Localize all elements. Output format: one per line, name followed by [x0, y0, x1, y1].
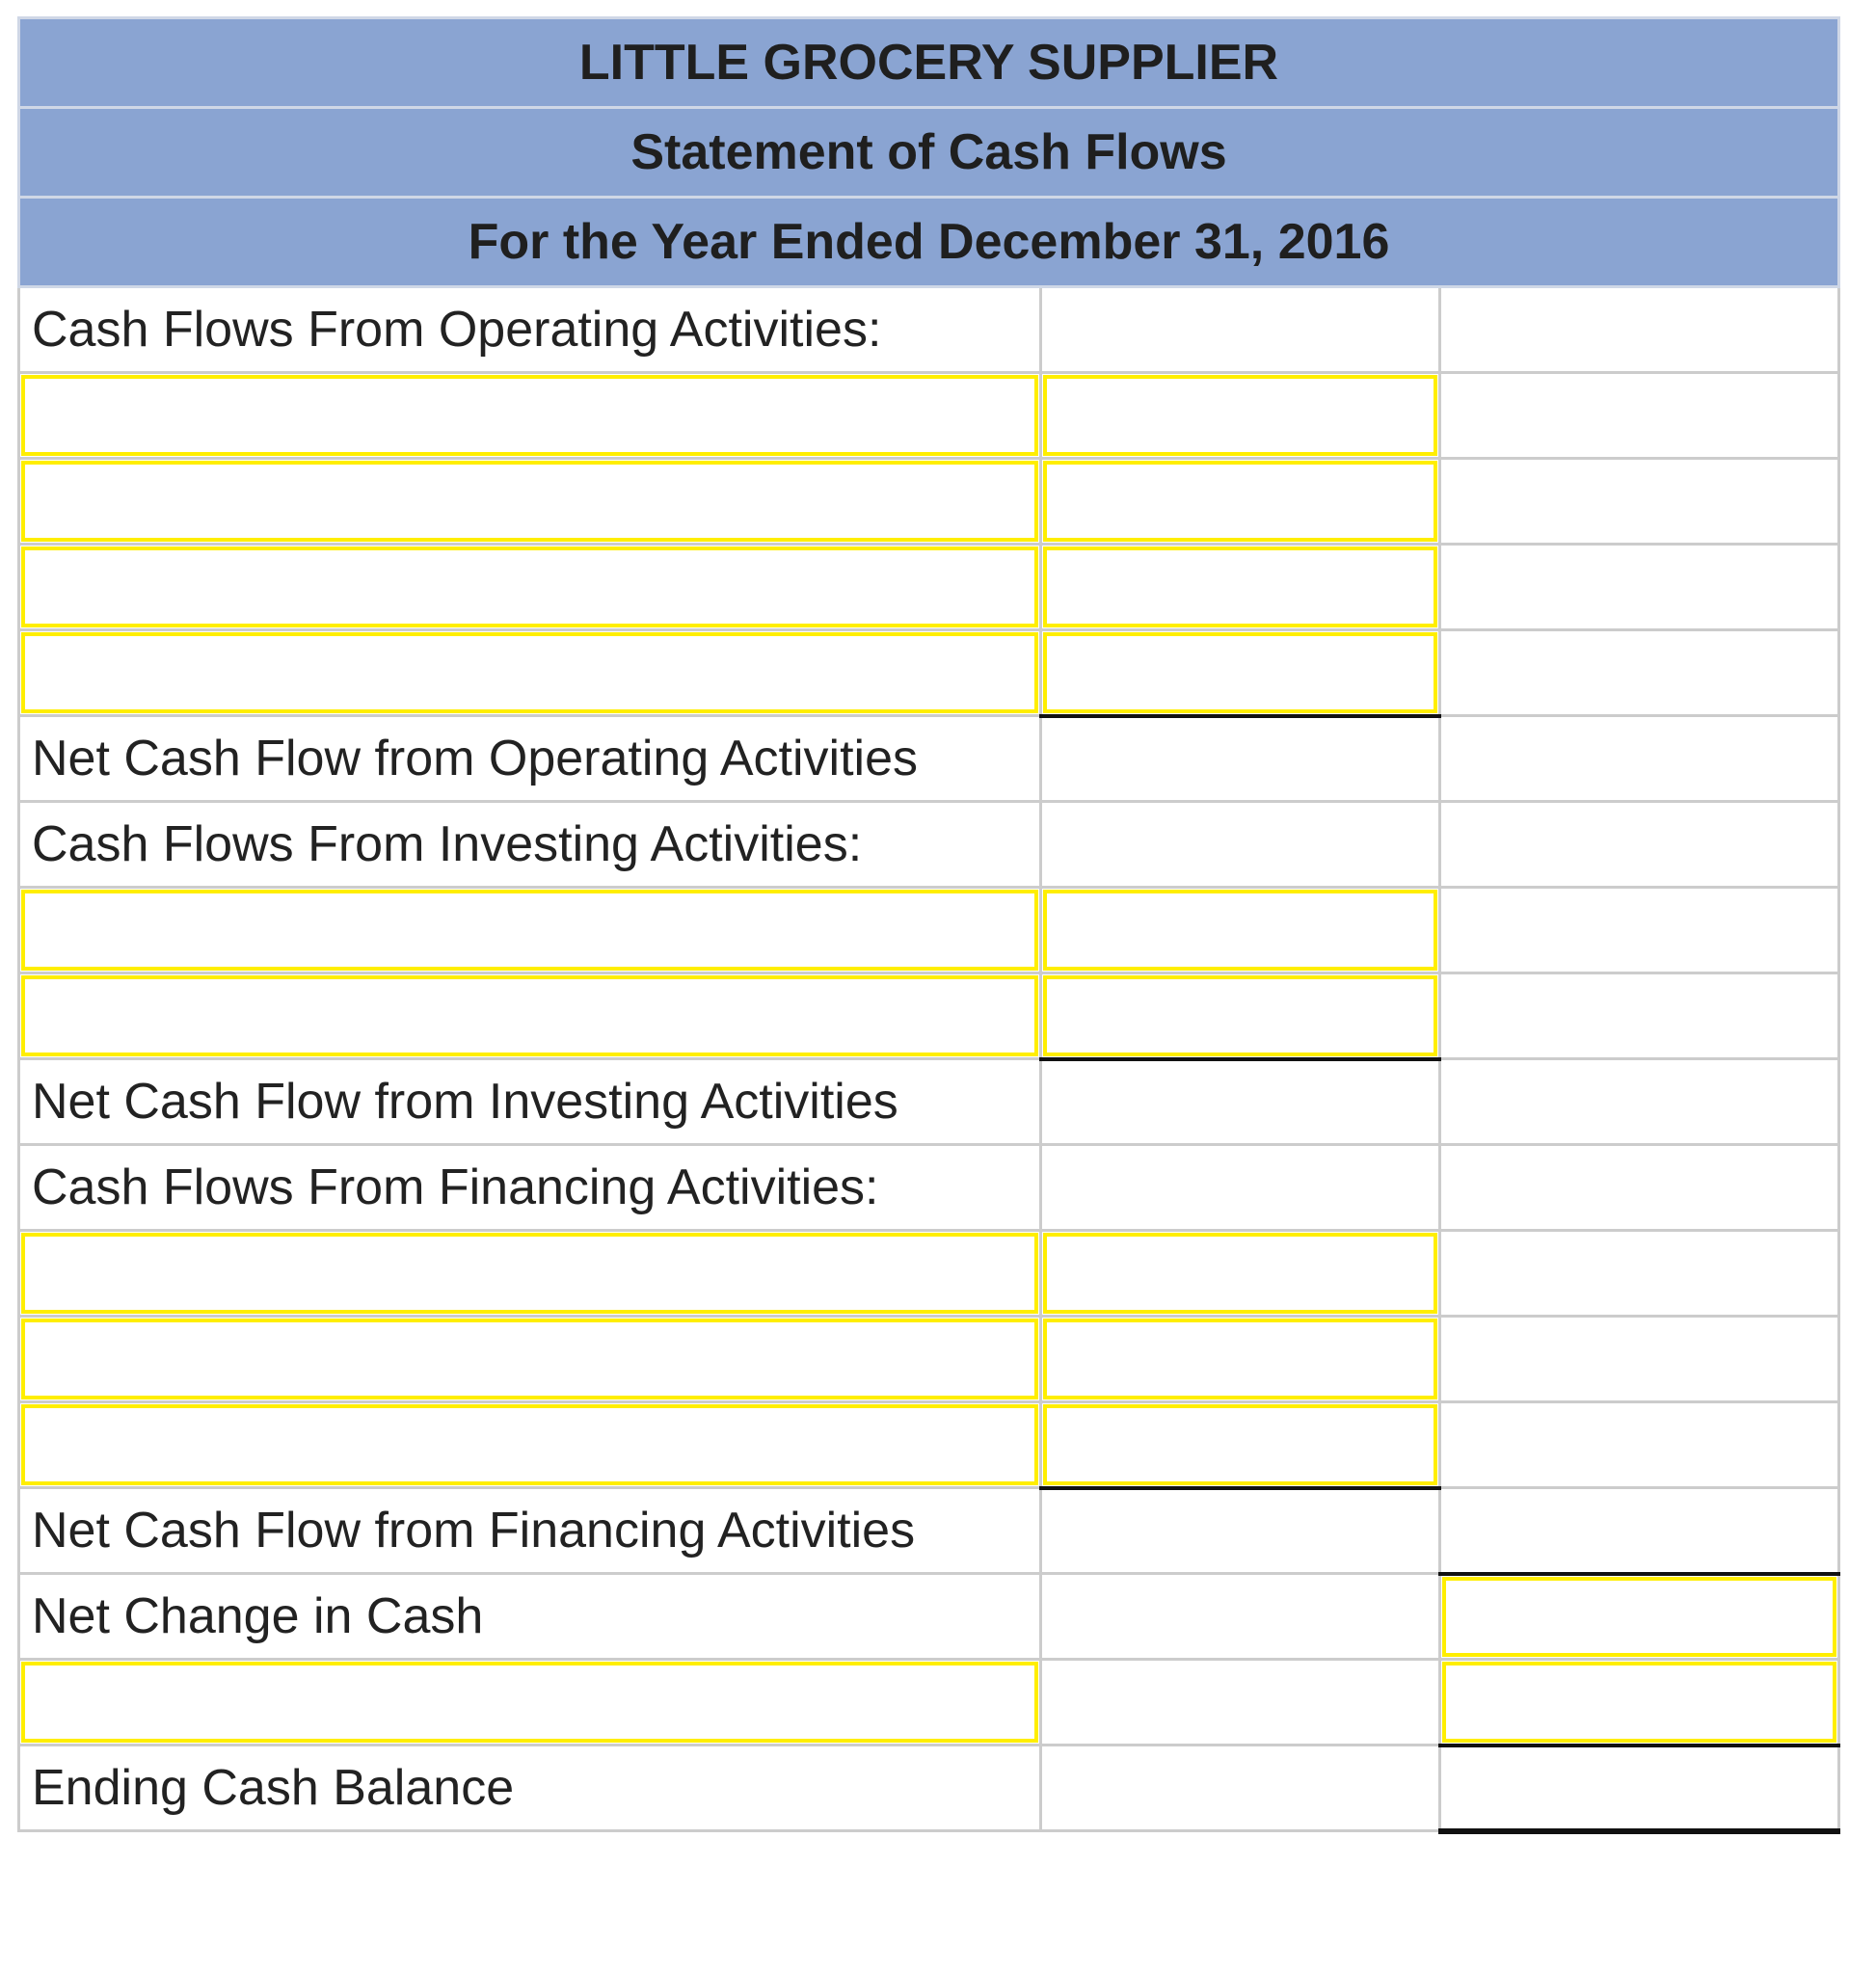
empty-cell [1440, 1231, 1839, 1317]
investing-item-label-cell [19, 973, 1041, 1059]
financing-item-amount-cell [1041, 1317, 1440, 1402]
table-row [19, 545, 1839, 630]
empty-cell [1440, 459, 1839, 545]
table-row [19, 1745, 1839, 1831]
financing-item-label-cell [19, 1231, 1041, 1317]
operating-item-label-input[interactable] [21, 546, 1038, 627]
financing-item-label-cell [19, 1317, 1041, 1402]
investing-heading: Cash Flows From Investing Activities: [19, 802, 1041, 888]
empty-cell [1440, 287, 1839, 373]
financing-item-label-input[interactable] [21, 1404, 1038, 1485]
net-financing-label: Net Cash Flow from Financing Activities [19, 1488, 1041, 1574]
beginning-balance-amount-input[interactable] [1442, 1662, 1836, 1743]
investing-item-amount-input[interactable] [1043, 890, 1437, 971]
empty-cell [1041, 716, 1440, 802]
operating-item-label-cell [19, 373, 1041, 459]
empty-cell [1041, 1660, 1440, 1745]
net-investing-label: Net Cash Flow from Investing Activities [19, 1059, 1041, 1145]
operating-item-label-input[interactable] [21, 632, 1038, 713]
net-change-label: Net Change in Cash [19, 1574, 1041, 1660]
table-row [19, 973, 1839, 1059]
empty-cell [1041, 1574, 1440, 1660]
ending-balance-amount-cell [1440, 1745, 1839, 1831]
financing-item-label-input[interactable] [21, 1233, 1038, 1314]
empty-cell [1440, 1145, 1839, 1231]
operating-item-label-input[interactable] [21, 461, 1038, 542]
investing-item-label-cell [19, 888, 1041, 973]
company-name: LITTLE GROCERY SUPPLIER [19, 18, 1839, 108]
empty-cell [1041, 1488, 1440, 1574]
financing-item-amount-cell [1041, 1402, 1440, 1488]
table-row [19, 287, 1839, 373]
investing-item-label-input[interactable] [21, 890, 1038, 971]
empty-cell [1041, 1745, 1440, 1831]
table-row [19, 1231, 1839, 1317]
table-row [19, 1574, 1839, 1660]
empty-cell [1440, 716, 1839, 802]
beginning-balance-label-input[interactable] [21, 1662, 1038, 1743]
investing-item-amount-cell [1041, 888, 1440, 973]
empty-cell [1041, 1145, 1440, 1231]
operating-item-label-cell [19, 545, 1041, 630]
financing-item-amount-input[interactable] [1043, 1404, 1437, 1485]
table-row [19, 1317, 1839, 1402]
statement-title: Statement of Cash Flows [19, 108, 1839, 198]
empty-cell [1440, 630, 1839, 716]
investing-item-amount-input[interactable] [1043, 975, 1437, 1056]
operating-heading: Cash Flows From Operating Activities: [19, 287, 1041, 373]
net-operating-label: Net Cash Flow from Operating Activities [19, 716, 1041, 802]
empty-cell [1440, 545, 1839, 630]
empty-cell [1041, 287, 1440, 373]
beginning-balance-amount-cell [1440, 1660, 1839, 1745]
investing-item-label-input[interactable] [21, 975, 1038, 1056]
operating-item-label-cell [19, 630, 1041, 716]
operating-item-amount-cell [1041, 545, 1440, 630]
table-row [19, 459, 1839, 545]
operating-item-amount-cell [1041, 373, 1440, 459]
empty-cell [1041, 802, 1440, 888]
net-change-amount-cell [1440, 1574, 1839, 1660]
empty-cell [1440, 373, 1839, 459]
investing-item-amount-cell [1041, 973, 1440, 1059]
cash-flow-statement [17, 16, 1837, 1834]
operating-item-amount-input[interactable] [1043, 375, 1437, 456]
empty-cell [1041, 1059, 1440, 1145]
net-change-amount-input[interactable] [1442, 1577, 1836, 1658]
header-row [19, 198, 1839, 287]
header-row [19, 108, 1839, 198]
financing-heading: Cash Flows From Financing Activities: [19, 1145, 1041, 1231]
table-row [19, 716, 1839, 802]
table-row [19, 1660, 1839, 1745]
table-row [19, 1488, 1839, 1574]
table-row [19, 1145, 1839, 1231]
header-row [19, 18, 1839, 108]
empty-cell [1440, 973, 1839, 1059]
statement-period: For the Year Ended December 31, 2016 [19, 198, 1839, 287]
beginning-balance-label-cell [19, 1660, 1041, 1745]
operating-item-amount-cell [1041, 630, 1440, 716]
empty-cell [1440, 1059, 1839, 1145]
financing-item-amount-input[interactable] [1043, 1319, 1437, 1399]
ending-balance-label: Ending Cash Balance [19, 1745, 1041, 1831]
operating-item-label-input[interactable] [21, 375, 1038, 456]
operating-item-amount-cell [1041, 459, 1440, 545]
operating-item-amount-input[interactable] [1043, 546, 1437, 627]
empty-cell [1440, 888, 1839, 973]
empty-cell [1440, 1488, 1839, 1574]
statement-table [17, 16, 1840, 1834]
operating-item-label-cell [19, 459, 1041, 545]
empty-cell [1440, 1402, 1839, 1488]
empty-cell [1440, 1317, 1839, 1402]
financing-item-label-cell [19, 1402, 1041, 1488]
financing-item-amount-cell [1041, 1231, 1440, 1317]
table-row [19, 1402, 1839, 1488]
table-row [19, 1059, 1839, 1145]
operating-item-amount-input[interactable] [1043, 632, 1437, 713]
table-row [19, 888, 1839, 973]
table-row [19, 373, 1839, 459]
financing-item-amount-input[interactable] [1043, 1233, 1437, 1314]
empty-cell [1440, 802, 1839, 888]
operating-item-amount-input[interactable] [1043, 461, 1437, 542]
financing-item-label-input[interactable] [21, 1319, 1038, 1399]
table-row [19, 630, 1839, 716]
table-row [19, 802, 1839, 888]
